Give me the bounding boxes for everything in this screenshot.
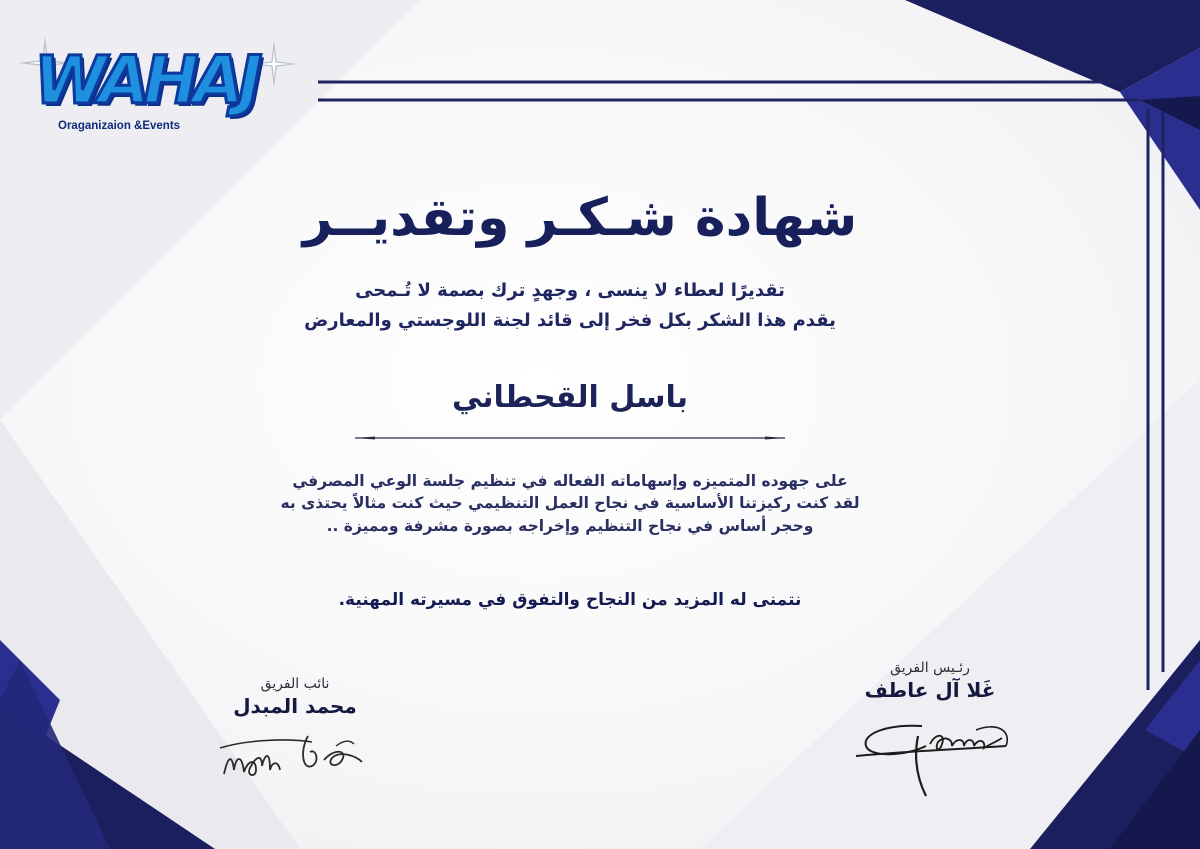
body-line: لقد كنت ركيزتنا الأساسية في نجاح العمل التنظيمي حيث كنت مثالاً يحتذى به [280, 494, 860, 513]
deputy-signature [216, 726, 376, 786]
wahaj-logo [18, 36, 308, 146]
deputy-signatory [195, 676, 395, 718]
certificate-title: شهادة شـكـر وتقديــر [302, 188, 858, 248]
body-line: وحجر أساس في نجاح التنظيم وإخراجه بصورة مشرفة ومميزة .. [326, 516, 814, 535]
deputy-name: محمد المبدل [233, 694, 357, 718]
logo-tagline: Oraganizaion &Events [58, 120, 181, 132]
deputy-role: نائب الفريق [260, 676, 330, 692]
logo-wordmark: WAHAJ [34, 42, 257, 119]
body-paragraph [240, 470, 900, 537]
closing-wish: نتمنى له المزيد من النجاح والتفوق في مسيرته المهنية. [338, 590, 802, 610]
name-divider [355, 432, 785, 444]
intro-line-2: يقدم هذا الشكر بكل فخر إلى قائد لجنة اللوجستي والمعارض [304, 310, 836, 331]
sparkle-icon [250, 40, 298, 88]
body-line: على جهوده المتميزه وإسهاماته الفعاله في تنظيم جلسة الوعي المصرفي [292, 472, 848, 490]
recipient-name: باسل القحطاني [451, 380, 689, 415]
intro-line-1: تقديرًا لعطاء لا ينسى ، وجهدٍ ترك بصمة لا تُـمحى [355, 280, 785, 301]
leader-signatory [830, 660, 1030, 702]
leader-name: غَلا آل عاطف [864, 678, 996, 702]
leader-role: رئـيس الفريق [890, 660, 970, 676]
leader-signature [856, 716, 1016, 806]
